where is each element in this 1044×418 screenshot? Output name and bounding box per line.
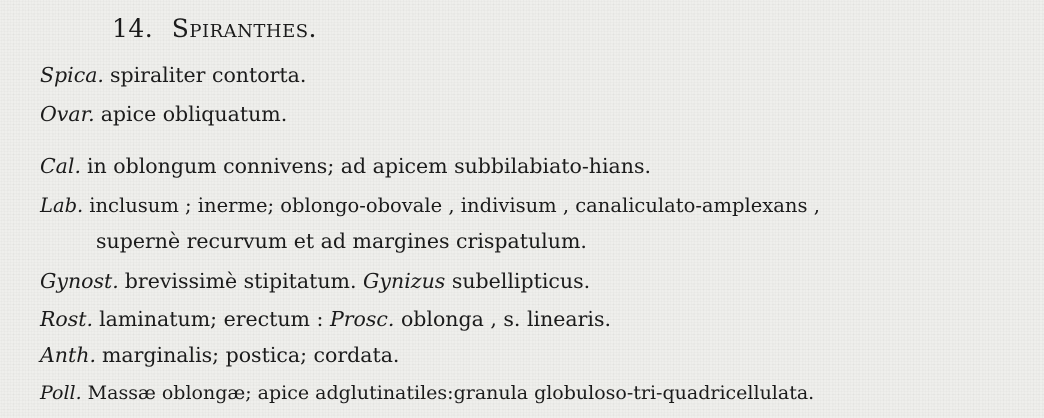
entry-spica bbox=[40, 62, 306, 88]
entry-label: Rost. bbox=[40, 307, 94, 331]
entry-rost bbox=[40, 306, 611, 332]
entry-gynost bbox=[40, 268, 590, 294]
entry-poll bbox=[40, 380, 814, 406]
entry-sublabel: Gynizus bbox=[363, 269, 446, 293]
entry-text: marginalis; postica; cordata. bbox=[101, 343, 400, 367]
genus-number: 14. bbox=[112, 14, 154, 43]
entry-label: Anth. bbox=[40, 343, 96, 367]
entry-subtext: subellipticus. bbox=[451, 269, 591, 293]
entry-lab bbox=[40, 193, 820, 219]
entry-lab-continuation bbox=[96, 228, 587, 254]
genus-name: Spiranthes. bbox=[171, 14, 317, 43]
entry-text: apice obliquatum. bbox=[100, 102, 288, 126]
entry-sublabel: Prosc. bbox=[329, 307, 395, 331]
entry-text: inclusum ; inerme; oblongo-obovale , indivisum , canaliculato-amplexans , bbox=[89, 194, 820, 217]
genus-heading bbox=[112, 14, 317, 43]
entry-label: Cal. bbox=[40, 154, 81, 178]
entry-subtext: oblonga , s. linearis. bbox=[400, 307, 612, 331]
entry-anth bbox=[40, 342, 399, 368]
entry-label: Lab. bbox=[40, 194, 84, 217]
entry-label: Poll. bbox=[40, 382, 82, 404]
entry-label: Spica. bbox=[40, 63, 104, 87]
entry-continuation-text: supernè recurvum et ad margines crispatulum. bbox=[96, 229, 587, 253]
entry-ovar bbox=[40, 101, 287, 127]
entry-text: laminatum; erectum : bbox=[99, 307, 324, 331]
entry-text: spiraliter contorta. bbox=[109, 63, 307, 87]
entry-text: brevissimè stipitatum. bbox=[124, 269, 357, 293]
entry-label: Ovar. bbox=[40, 102, 95, 126]
entry-text: in oblongum connivens; ad apicem subbilabiato-hians. bbox=[86, 154, 652, 178]
entry-cal bbox=[40, 153, 651, 179]
entry-text: Massæ oblongæ; apice adglutinatiles:granula globuloso-tri-quadricellulata. bbox=[87, 382, 815, 404]
entry-label: Gynost. bbox=[40, 269, 119, 293]
